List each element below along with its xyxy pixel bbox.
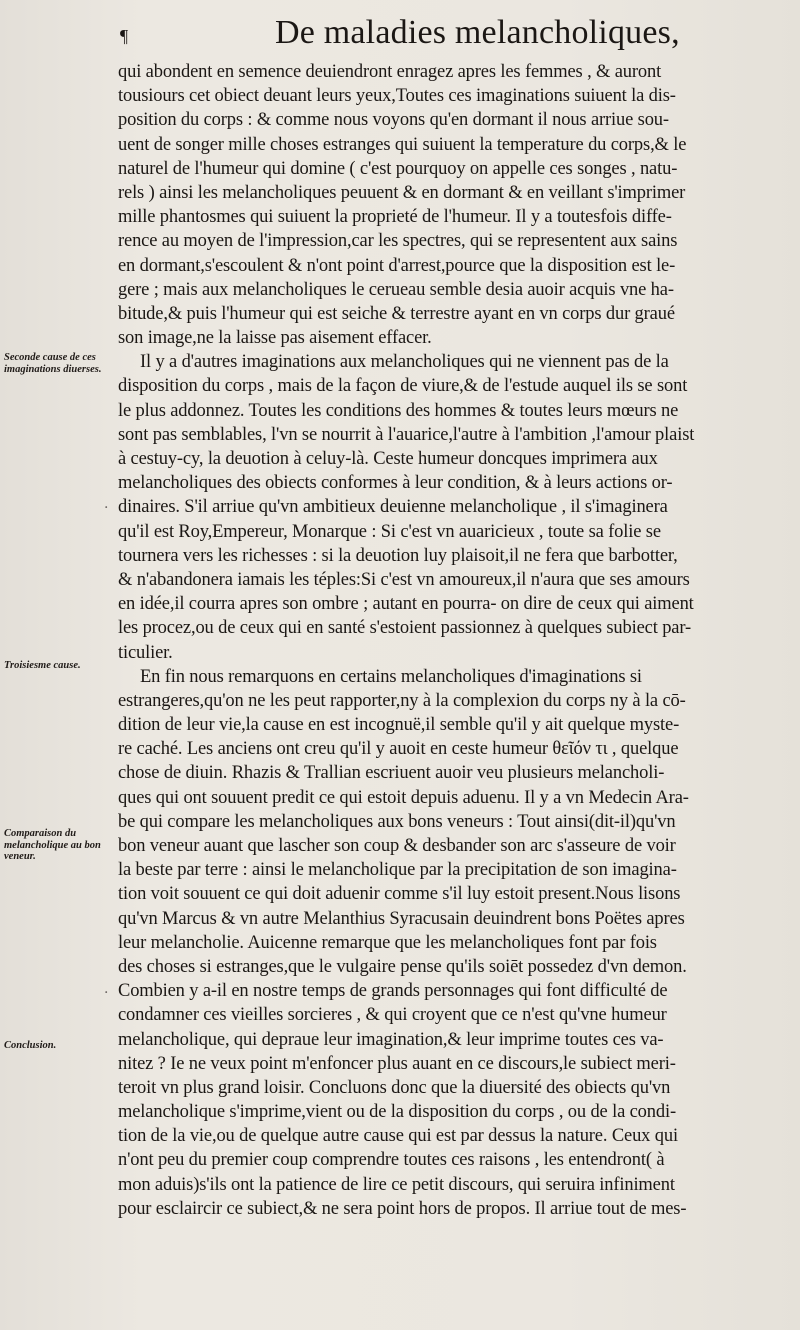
text-line: son image,ne la laisse pas aisement effacer. <box>118 328 432 349</box>
text-line: nitez ? Ie ne veux point m'enfoncer plus auant en ce discours,le subiect meri- <box>118 1053 676 1074</box>
margin-dot: · <box>104 500 109 516</box>
margin-note-second-cause: Seconde cause de ces imaginations diuerses. <box>4 352 102 375</box>
text-line: tournera vers les richesses : si la deuotion luy plaisoit,il ne fera que barbotter, <box>118 545 678 566</box>
text-line: & n'abandonera iamais les téples:Si c'est vn amoureux,il n'aura que ses amours <box>118 569 690 590</box>
margin-note-comparison: Comparaison du melancholique au bon veneur. <box>4 828 101 862</box>
text-line: sont pas semblables, l'vn se nourrit à l'auarice,l'autre à l'ambition ,l'amour plaist <box>118 424 695 445</box>
text-line: chose de diuin. Rhazis & Trallian escriuent auoir veu plusieurs melancholi- <box>118 763 665 784</box>
text-line: des choses si estranges,que le vulgaire pense qu'ils soiēt possedez d'vn demon. <box>118 956 687 977</box>
running-title: De maladies melancholiques, <box>275 14 680 51</box>
text-line: bitude,& puis l'humeur qui est seiche & terrestre ayant en vn corps dur graué <box>118 303 675 324</box>
text-line: bon veneur auant que lascher son coup & desbander son arc s'asseure de voir <box>118 836 676 856</box>
folio-mark: ¶ <box>120 26 129 46</box>
text-line: Combien y a-il en nostre temps de grands personnages qui font difficulté de <box>118 981 668 1002</box>
margin-note-conclusion: Conclusion. <box>4 1040 57 1051</box>
text-line: disposition du corps , mais de la façon de viure,& de l'estude auquel ils se sont <box>118 376 688 397</box>
margin-dot: · <box>104 985 109 1001</box>
text-line: à cestuy-cy, la deuotion à celuy-là. Ceste humeur doncques imprimera aux <box>118 449 658 469</box>
text-line: teroit vn plus grand loisir. Concluons donc que la diuersité des obiects qu'vn <box>118 1077 671 1098</box>
text-line: le plus addonnez. Toutes les conditions des hommes & toutes leurs mœurs ne <box>118 400 679 421</box>
text-line: melancholique s'imprime,vient ou de la disposition du corps , ou de la condi- <box>118 1102 676 1123</box>
text-line: en dormant,s'escoulent & n'ont point d'arrest,pource que la disposition est le- <box>118 255 676 276</box>
text-line: tousiours cet obiect deuant leurs yeux,Toutes ces imaginations suiuent la dis- <box>118 86 676 107</box>
text-line: leur melancholie. Auicenne remarque que les melancholiques font par fois <box>118 932 657 953</box>
text-line: qu'vn Marcus & vn autre Melanthius Syracusain deuindrent bons Poëtes apres <box>118 908 685 929</box>
text-line: tion de la vie,ou de quelque autre cause qui est par dessus la nature. Ceux qui <box>118 1126 678 1147</box>
text-line: melancholique, qui depraue leur imagination,& leur imprime toutes ces va- <box>118 1029 664 1050</box>
margin-note-third-cause: Troisiesme cause. <box>4 660 81 671</box>
text-line: la beste par terre : ainsi le melancholique par la precipitation de son imagina- <box>118 860 677 881</box>
text-line: ques qui ont souuent predit ce qui estoit depuis aduenu. Il y a vn Medecin Ara- <box>118 787 689 808</box>
text-line: re caché. Les anciens ont creu qu'il y auoit en ceste humeur θεῖόν τι , quelque <box>118 739 679 760</box>
text-body <box>118 60 794 1221</box>
text-line: mon aduis)s'ils ont la patience de lire ce petit discours, qui seruira infiniment <box>118 1174 675 1195</box>
text-line: condamner ces vieilles sorcieres , & qui croyent que ce n'est qu'vne humeur <box>118 1005 667 1026</box>
text-line: melancholiques des obiects conformes à leur condition, & à leurs actions or- <box>118 473 673 494</box>
text-line: qu'il est Roy,Empereur, Monarque : Si c'est vn auaricieux , toute sa folie se <box>118 521 661 542</box>
text-line: pour esclaircir ce subiect,& ne sera point hors de propos. Il arriue tout de mes- <box>118 1198 687 1219</box>
text-line: en idée,il courra apres son ombre ; autant en pourra- on dire de ceux qui aiment <box>118 594 694 615</box>
text-line: be qui compare les melancholiques aux bons veneurs : Tout ainsi(dit-il)qu'vn <box>118 811 676 832</box>
text-line: tion voit souuent ce qui doit aduenir comme s'il luy estoit present.Nous lisons <box>118 884 681 905</box>
paragraph-start: Il y a d'autres imaginations aux melancholiques qui ne viennent pas de la <box>140 352 669 373</box>
text-line: qui abondent en semence deuiendront enragez apres les femmes , & auront <box>118 62 662 82</box>
paragraph-start: En fin nous remarquons en certains melancholiques d'imaginations si <box>140 666 642 687</box>
text-line: ticulier. <box>118 642 173 663</box>
text-line: gere ; mais aux melancholiques le cerueau semble desia auoir acquis vne ha- <box>118 279 674 300</box>
text-line: estrangeres,qu'on ne les peut rapporter,ny à la complexion du corps ny à la cō- <box>118 690 686 711</box>
text-line: les procez,ou de ceux qui en santé s'estoient passionnez à quelques subiect par- <box>118 618 691 639</box>
text-line: uent de songer mille choses estranges qui suiuent la temperature du corps,& le <box>118 134 687 155</box>
text-line: dition de leur vie,la cause en est incognuë,il semble qu'il y ait quelque myste- <box>118 715 680 736</box>
text-line: mille phantosmes qui suiuent la proprieté de l'humeur. Il y a toutesfois diffe- <box>118 207 672 228</box>
page-header <box>0 12 800 58</box>
text-line: dinaires. S'il arriue qu'vn ambitieux deuienne melancholique , il s'imaginera <box>118 497 668 518</box>
text-line: naturel de l'humeur qui domine ( c'est pourquoy on appelle ces songes , natu- <box>118 158 678 179</box>
text-line: rels ) ainsi les melancholiques peuuent & en dormant & en veillant s'imprimer <box>118 182 686 203</box>
text-line: n'ont peu du premier coup comprendre toutes ces raisons , les entendront( à <box>118 1150 665 1171</box>
text-line: position du corps : & comme nous voyons qu'en dormant il nous arriue sou- <box>118 110 669 131</box>
text-line: rence au moyen de l'impression,car les spectres, qui se representent aux sains <box>118 231 678 252</box>
